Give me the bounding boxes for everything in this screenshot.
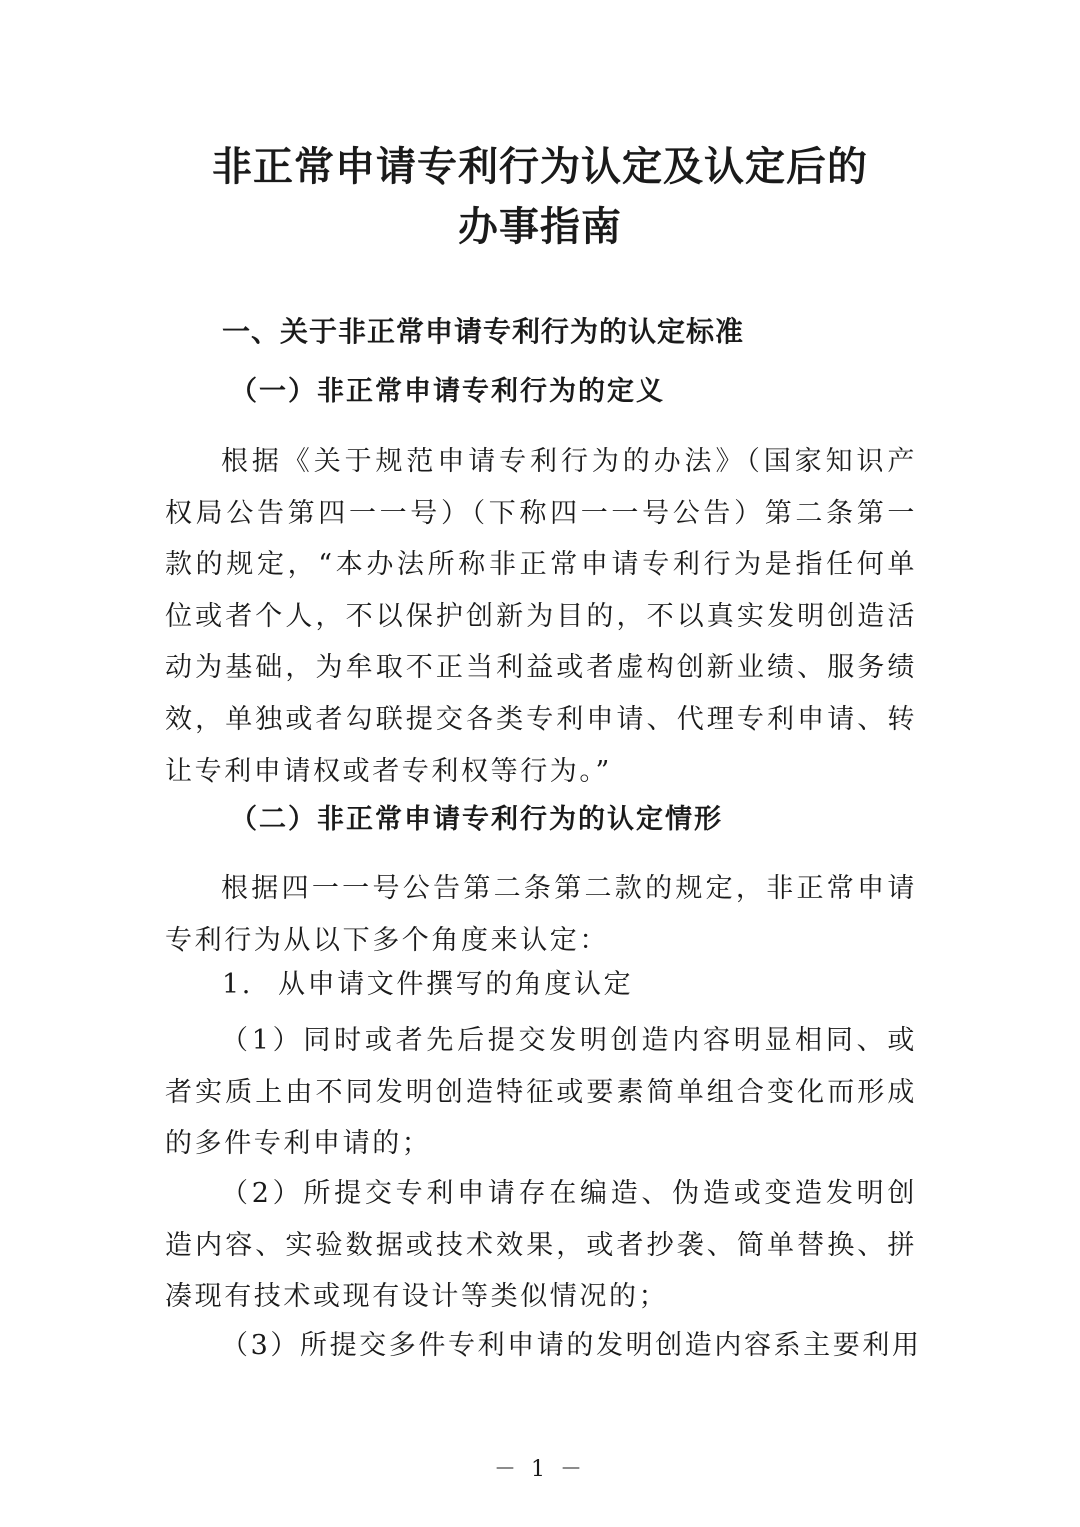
page-number: － 1 － [494, 1457, 586, 1482]
list-item-1 [222, 965, 633, 1005]
document-title-line-2: 办事指南 [458, 204, 622, 250]
definition-paragraph: 根据《关于规范申请专利行为的办法》（国家知识产权局公告第四一一号）（下称四一一号公告）第二条第一款的规定，“本办法所称非正常申请专利行为是指任何单位或者个人，不以保护创新为目的，不以真实发明创造活动为基础，为牟取不正当利益或者虚构创新业绩、服务绩效，单独或者勾联提交各类专利申请、代理专利申请、转让专利申请权或者专利权等行为。” [165, 446, 917, 787]
circumstances-intro-paragraph: 根据四一一号公告第二条第二款的规定，非正常申请专利行为从以下多个角度来认定： [165, 873, 917, 956]
list-item-number: 1. [222, 969, 253, 1000]
list-item-text: 从申请文件撰写的角度认定 [278, 969, 634, 1000]
clause-3-paragraph: （3）所提交多件专利申请的发明创造内容系主要利用 [221, 1330, 922, 1361]
clause-1-paragraph: （1）同时或者先后提交发明创造内容明显相同、或者实质上由不同发明创造特征或要素简单组合变化而形成的多件专利申请的； [165, 1025, 917, 1160]
clause-2-paragraph: （2）所提交专利申请存在编造、伪造或变造发明创造内容、实验数据或技术效果，或者抄袭、简单替换、拼凑现有技术或现有设计等类似情况的； [165, 1178, 917, 1313]
document-title-line-1: 非正常申请专利行为认定及认定后的 [212, 144, 868, 190]
subsection-heading-circumstances: （二）非正常申请专利行为的认定情形 [230, 804, 723, 835]
subsection-heading-definition: （一）非正常申请专利行为的定义 [230, 376, 665, 407]
section-heading: 一、关于非正常申请专利行为的认定标准 [222, 315, 745, 348]
